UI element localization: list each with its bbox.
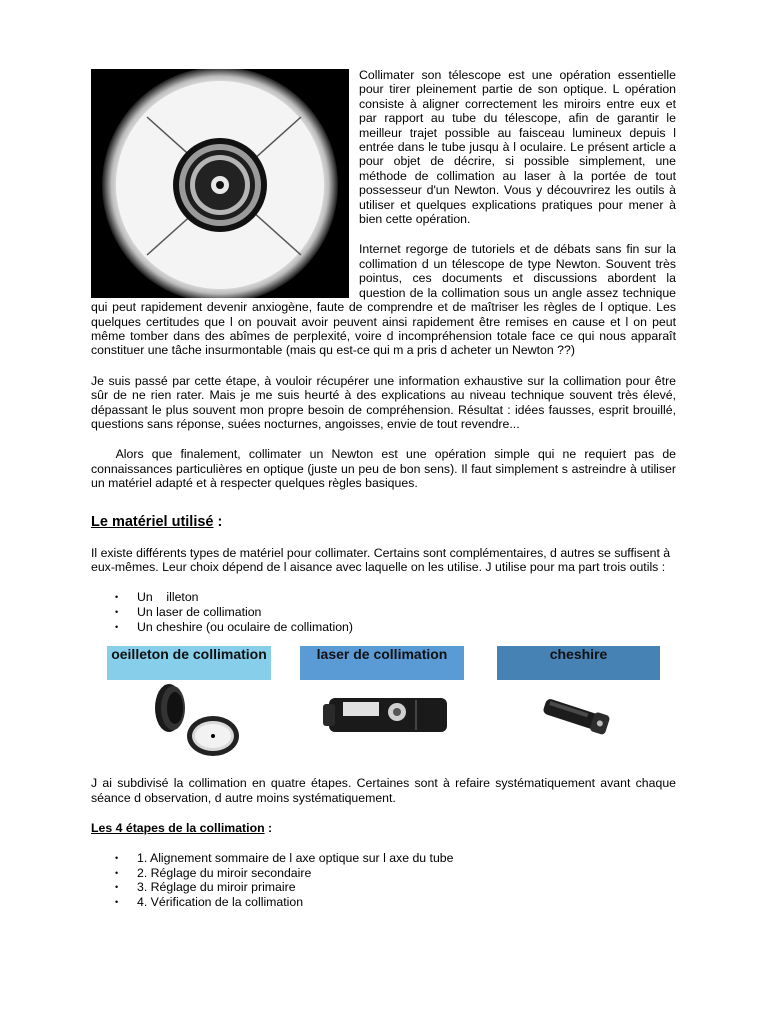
etapes-list [91, 851, 676, 909]
tool-label-oeilleton: oeilleton de collimation [107, 646, 271, 680]
bullet-icon: • [115, 896, 119, 907]
list-item-text: 4. Vérification de la collimation [137, 894, 304, 909]
list-item [91, 880, 676, 895]
bullet-icon: • [115, 852, 119, 863]
list-item [91, 866, 676, 881]
etapes-heading-text: Les 4 étapes de la collimation [91, 820, 265, 835]
telescope-front-photo [91, 69, 349, 298]
list-item-text: Un illeton [137, 590, 199, 605]
telescope-aperture-image [91, 69, 349, 298]
oeilleton-image [143, 680, 243, 762]
list-item [91, 590, 676, 605]
bullet-icon: • [115, 882, 119, 893]
bullet-icon: • [115, 867, 119, 878]
section-heading-materiel [91, 513, 676, 531]
bullet-icon: • [115, 592, 119, 603]
subdivision-paragraph: J ai subdivisé la collimation en quatre étapes. Certaines sont à refaire systématiquement avant chaque séance d observation, d autre moins systématiquement. [91, 776, 676, 805]
bullet-icon: • [115, 606, 119, 617]
bullet-icon: • [115, 621, 119, 632]
intro-paragraph-3: Je suis passé par cette étape, à vouloir récupérer une information exhaustive sur la collimation pour être sûr de ne rien rater. Mais je me suis heurté à des explications au niveau technique souvent très élevé, dépassant le plus souvent mon propre besoin de compréhension. Résultat : idées fausses, esprit brouillé, questions sans réponse, suées nocturnes, angoisses, envie de tout revendre... [91, 373, 676, 431]
materiel-heading-suffix: : [213, 513, 223, 530]
list-item-text: 1. Alignement sommaire de l axe optique sur l axe du tube [137, 850, 454, 865]
list-item-text: Un cheshire (ou oculaire de collimation) [137, 619, 353, 634]
list-item-text: 2. Réglage du miroir secondaire [137, 865, 312, 880]
tool-label-laser: laser de collimation [300, 646, 464, 680]
list-item [91, 851, 676, 866]
laser-image [321, 692, 451, 740]
intro-paragraph-2: Internet regorge de tutoriels et de débats sans fin sur la collimation d un télescope de type Newton. Souvent très pointus, ces documents et discussions abordent la question de la collimation sous un angle assez technique qui peut rapidement devenir anxiogène, faute de comprendre et de maîtriser les règles de l optique. Les quelques certitudes que l on pouvait avoir peuvent ainsi rapidement être remises en cause et l on peut même tomber dans des abîmes de perplexité, voire d incompréhension totale face ce qui nous apparaît constituer une tâche insurmontable (mais qu est-ce qui m a pris d acheter un Newton ??) [91, 242, 676, 358]
cheshire-image [537, 694, 617, 738]
list-item [91, 605, 676, 620]
intro-paragraph-1: Collimater son télescope est une opération essentielle pour tirer pleinement partie de son optique. L opération consiste à aligner correctement les miroirs entre eux et par rapport au tube du télescope, afin de garantir le meilleur trajet possible au faisceau lumineux depuis l entrée dans le tube jusqu à l oculaire. Le présent article a pour objet de décrire, si possible simplement, une méthode de collimation au laser à la portée de tout possesseur d'un Newton. Vous y découvrirez les outils à utiliser et quelques explications pratiques pour mener à bien cette opération. [359, 68, 676, 227]
materiel-list [91, 590, 676, 634]
tools-illustration [91, 646, 676, 764]
document-page [91, 68, 680, 909]
list-item [91, 895, 676, 910]
list-item [91, 620, 676, 635]
etapes-heading-suffix: : [264, 820, 273, 835]
materiel-paragraph: Il existe différents types de matériel pour collimater. Certains sont complémentaires, d autres se suffisent à eux-mêmes. Leur choix dépend de l aisance avec laquelle on les utilise. J utilise pour ma part trois outils : [91, 545, 671, 574]
intro-paragraph-4: Alors que finalement, collimater un Newton est une opération simple qui ne requiert pas de connaissances particulières en optique (juste un peu de bon sens). Il faut simplement s astreindre à utiliser un matériel adapté et à respecter quelques règles basiques. [91, 447, 680, 491]
tool-label-cheshire: cheshire [497, 646, 660, 680]
section-heading-etapes [91, 821, 676, 836]
materiel-heading-text: Le matériel utilisé [91, 513, 214, 530]
list-item-text: 3. Réglage du miroir primaire [137, 880, 296, 895]
list-item-text: Un laser de collimation [137, 604, 262, 619]
